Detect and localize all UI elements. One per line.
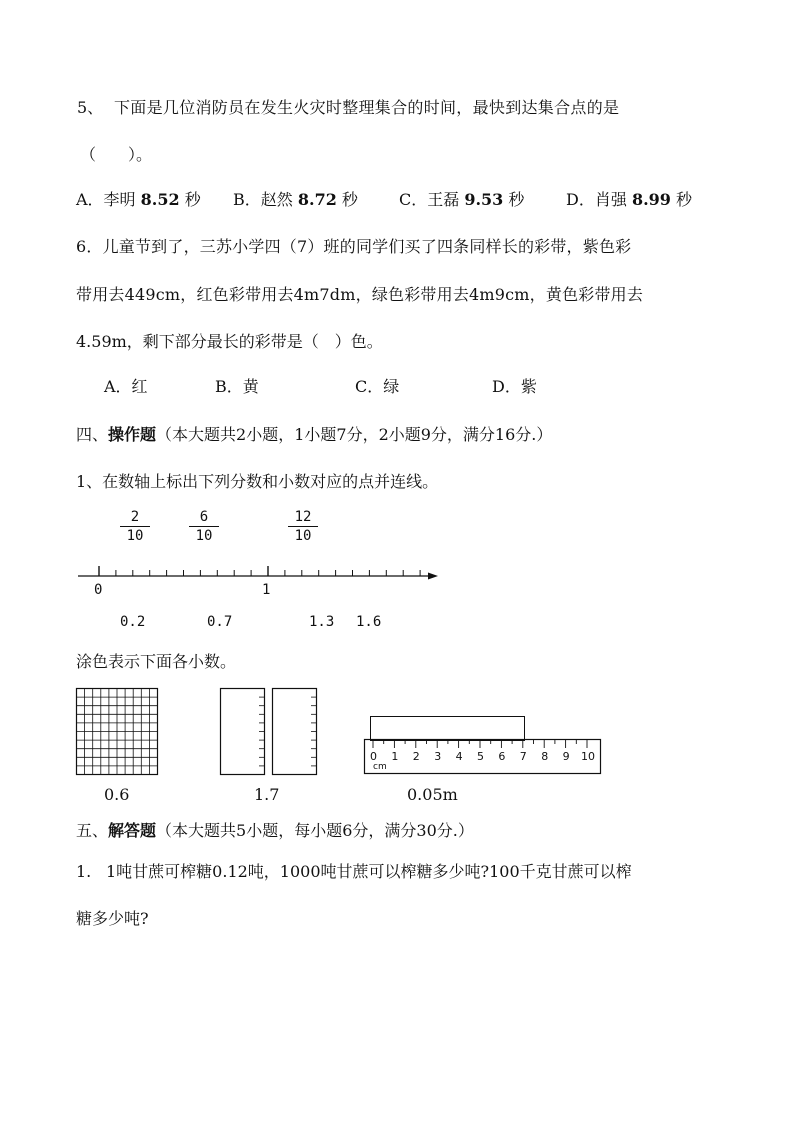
section-note: （本大题共5小题，每小题6分，满分30分.）: [156, 821, 474, 840]
axis-label-1: 1: [262, 582, 271, 598]
section-title: 操作题: [108, 425, 157, 444]
ruler-number: 3: [434, 750, 442, 763]
fraction-numerator: 12: [288, 509, 318, 527]
q4-2-text: 涂色表示下面各小数。: [76, 652, 237, 671]
option-unit: 秒: [676, 190, 693, 209]
tenth-strip-right: [272, 688, 318, 776]
option-value: 8.99: [631, 190, 671, 209]
q6-line-2: 带用去449cm，红色彩带用去4m7dm，绿色彩带用去4m9cm，黄色彩带用去: [76, 285, 644, 304]
ruler-number: 2: [412, 750, 420, 763]
option-label: C．王磊: [399, 190, 460, 209]
q5-1-number: 1.: [76, 862, 92, 881]
q5-1-line-1: 1吨甘蔗可榨糖0.12吨，1000吨甘蔗可以榨糖多少吨?100千克甘蔗可以榨: [106, 862, 632, 881]
q5-blank: （ ）。: [80, 145, 153, 164]
fraction-denominator: 10: [126, 528, 144, 544]
q6-option-b: B．黄: [215, 377, 259, 396]
option-unit: 秒: [508, 190, 525, 209]
option-value: 8.52: [140, 190, 180, 209]
option-unit: 秒: [341, 190, 358, 209]
option-label: A．李明: [76, 190, 136, 209]
fraction-numerator: 6: [189, 509, 219, 527]
label-0-6: 0.6: [104, 785, 130, 804]
decimal-0-7: 0.7: [207, 614, 233, 630]
label-1-7: 1.7: [254, 785, 280, 804]
decimal-1-6: 1.6: [356, 614, 382, 630]
section-prefix: 四、: [76, 425, 109, 444]
section-note: （本大题共2小题，1小题7分，2小题9分，满分16分.）: [156, 425, 553, 444]
ruler-number: 0: [370, 750, 377, 763]
fraction-denominator: 10: [294, 528, 312, 544]
ruler-number: 9: [562, 750, 570, 763]
ruler-number: 10: [581, 750, 595, 763]
option-label: D．肖强: [566, 190, 627, 209]
option-label: B．赵然: [233, 190, 293, 209]
q4-1-text: 1、在数轴上标出下列分数和小数对应的点并连线。: [76, 472, 439, 491]
axis-label-0: 0: [94, 582, 103, 598]
ruler-number: 4: [455, 750, 463, 763]
fraction-denominator: 10: [195, 528, 213, 544]
q5-number: 5、: [77, 98, 104, 117]
q6-option-c: C．绿: [355, 377, 400, 396]
ruler-unit: cm: [373, 762, 387, 772]
option-unit: 秒: [184, 190, 201, 209]
ruler-numbers: [364, 750, 604, 766]
option-value: 9.53: [464, 190, 504, 209]
tenth-strip-left: [220, 688, 266, 776]
ruler-number: 8: [541, 750, 549, 763]
q6-line-1: 6．儿童节到了，三苏小学四（7）班的同学们买了四条同样长的彩带，紫色彩: [76, 237, 632, 256]
q5-1-line-2: 糖多少吨?: [76, 909, 149, 928]
ruler-number: 5: [477, 750, 484, 763]
label-0-05m: 0.05m: [407, 785, 458, 804]
q6-line-3: 4.59m，剩下部分最长的彩带是（ ）色。: [76, 332, 383, 351]
ruler-number: 7: [519, 750, 527, 763]
hundred-grid: [76, 688, 158, 775]
section-title: 解答题: [108, 821, 157, 840]
decimal-0-2: 0.2: [120, 614, 146, 630]
q6-option-d: D．紫: [492, 377, 537, 396]
fraction-numerator: 2: [120, 509, 150, 527]
q6-option-a: A．红: [104, 377, 148, 396]
q5-stem: 下面是几位消防员在发生火灾时整理集合的时间，最快到达集合点的是: [114, 98, 620, 117]
section-prefix: 五、: [76, 821, 109, 840]
option-value: 8.72: [297, 190, 337, 209]
ruler-number: 1: [391, 750, 399, 763]
decimal-1-3: 1.3: [309, 614, 335, 630]
ruler-number: 6: [498, 750, 506, 763]
section-5-heading: [76, 821, 474, 841]
